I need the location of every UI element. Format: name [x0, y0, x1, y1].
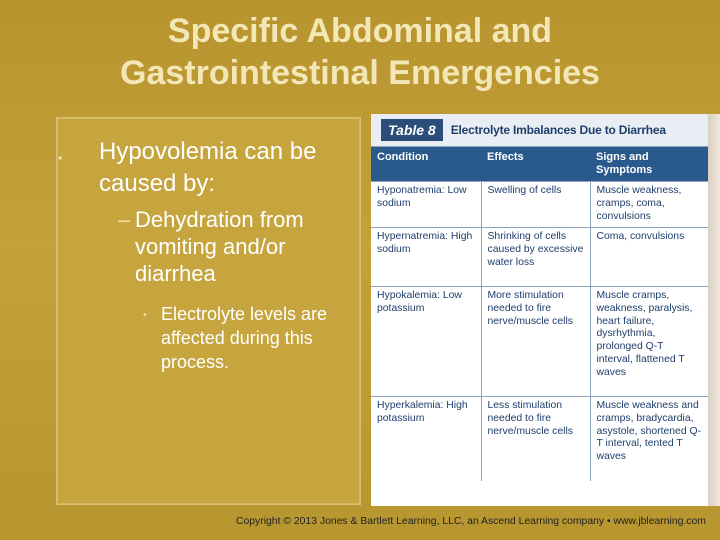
slide-title — [0, 10, 720, 94]
table-header-row — [371, 147, 708, 182]
bullet-level-2 — [118, 206, 348, 287]
bullet-level-1-text: Hypovolemia can be caused by: — [99, 138, 317, 197]
table-cell: Muscle weakness and cramps, bradycardia, asystole, shortened Q-T interval, tented T waves — [590, 397, 708, 481]
table-caption: Electrolyte Imbalances Due to Diarrhea — [450, 123, 666, 137]
bullet-level-3 — [143, 302, 353, 374]
table-cell: Muscle weakness, cramps, coma, convulsions — [590, 182, 708, 228]
table-row — [371, 397, 708, 481]
table-cell: Hyperkalemia: High potassium — [371, 397, 481, 481]
bullet-dot-icon: • — [58, 151, 63, 165]
table-cell: Swelling of cells — [481, 182, 590, 228]
table-number-tag: Table 8 — [381, 119, 443, 141]
column-header-effects: Effects — [481, 147, 590, 182]
copyright-footer: Copyright © 2013 Jones & Bartlett Learning, LLC, an Ascend Learning company • www.jblearning.com — [236, 516, 706, 527]
slide-title-line-2: Gastrointestinal Emergencies — [120, 54, 600, 92]
slide-title-line-1: Specific Abdominal and — [167, 12, 553, 50]
table-title-bar — [371, 114, 708, 147]
side-photo-strip — [708, 114, 720, 506]
bullet-level-3-text: Electrolyte levels are affected during this process. — [161, 304, 328, 372]
bullet-level-2-text: Dehydration from vomiting and/or diarrhea — [135, 207, 304, 286]
table-row — [371, 287, 708, 397]
table-cell: Shrinking of cells caused by excessive water loss — [481, 228, 590, 287]
electrolyte-table — [371, 147, 708, 481]
column-header-signs: Signs and Symptoms — [590, 147, 708, 182]
table-cell: Less stimulation needed to fire nerve/muscle cells — [481, 397, 590, 481]
table-cell: More stimulation needed to fire nerve/muscle cells — [481, 287, 590, 397]
table-cell: Hyponatremia: Low sodium — [371, 182, 481, 228]
table-row — [371, 228, 708, 287]
bullet-dot-small-icon: • — [143, 310, 147, 321]
table-row — [371, 182, 708, 228]
column-header-condition: Condition — [371, 147, 481, 182]
table-cell: Hypokalemia: Low potassium — [371, 287, 481, 397]
table-cell: Hypernatremia: High sodium — [371, 228, 481, 287]
electrolyte-table-figure — [371, 114, 708, 506]
bullet-dash-icon: – — [118, 207, 131, 232]
bullet-level-1 — [58, 136, 342, 200]
table-cell: Coma, convulsions — [590, 228, 708, 287]
table-cell: Muscle cramps, weakness, paralysis, heart failure, dysrhythmia, prolonged Q-T interval, flattened T waves — [590, 287, 708, 397]
